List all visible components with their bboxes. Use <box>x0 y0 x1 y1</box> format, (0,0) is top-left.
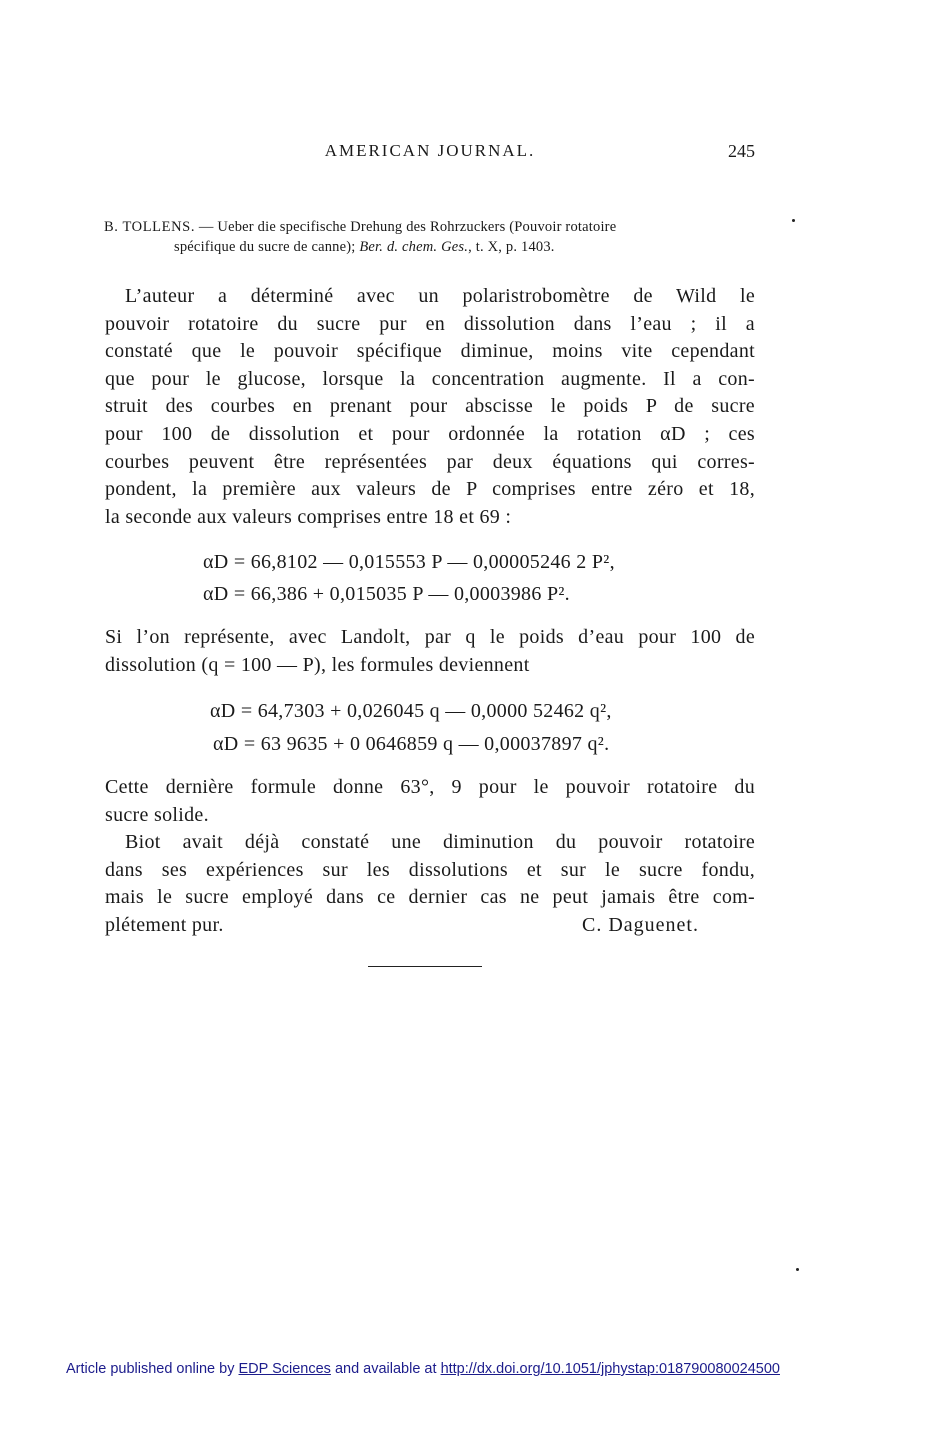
citation-title-line2: spécifique du sucre de canne); <box>174 239 360 255</box>
text-line: plétement pur. <box>105 913 224 936</box>
equation: αD = 64,7303 + 0,026045 q — 0,0000 52462 q², <box>210 700 612 722</box>
text-line: dans ses expériences sur les dissolutions et sur le sucre fondu, <box>105 858 755 881</box>
page-number: 245 <box>728 141 755 161</box>
text-line: la seconde aux valeurs comprises entre 18 et 69 : <box>105 505 512 528</box>
speck-mark <box>792 219 795 222</box>
citation-journal: Ber. d. chem. Ges. <box>359 239 469 255</box>
text-line: que pour le glucose, lorsque la concentration augmente. Il a con- <box>105 367 755 390</box>
paragraph-method <box>105 283 755 531</box>
running-title: AMERICAN JOURNAL. <box>324 141 536 160</box>
text-line: pondent, la première aux valeurs de P comprises entre zéro et 18, <box>105 478 755 501</box>
equation: αD = 66,386 + 0,015035 P — 0,0003986 P². <box>203 583 570 605</box>
text-line: Biot avait déjà constaté une diminution du pouvoir rotatoire <box>125 831 755 853</box>
publication-footer <box>66 1361 866 1377</box>
text-line: Si l’on représente, avec Landolt, par q le poids d’eau pour 100 de <box>105 626 755 648</box>
page-header <box>105 141 755 165</box>
text-line: struit des courbes en prenant pour abscisse le poids P de sucre <box>105 395 755 418</box>
text-line: sucre solide. <box>105 803 209 826</box>
text-line: L’auteur a déterminé avec un polaristrobomètre de Wild le <box>125 285 755 307</box>
text-line: Cette dernière formule donne 63°, 9 pour le pouvoir rotatoire du <box>105 776 755 798</box>
citation-line2 <box>104 237 756 257</box>
section-separator <box>368 966 482 967</box>
article-citation <box>104 217 756 257</box>
citation-volume-page: , t. X, p. 1403. <box>468 239 555 255</box>
text-line: pouvoir rotatoire du sucre pur en dissolution dans l’eau ; il a <box>105 312 755 335</box>
citation-title-line1: — Ueber die specifische Drehung des Rohrzuckers (Pouvoir rotatoire <box>195 219 617 235</box>
text-line: pour 100 de dissolution et pour ordonnée la rotation αD ; ces <box>105 422 755 445</box>
doi-link[interactable]: http://dx.doi.org/10.1051/jphystap:018790080024500 <box>440 1361 780 1377</box>
text-line: constaté que le pouvoir spécifique diminue, moins vite cependant <box>105 340 755 363</box>
text-line: mais le sucre employé dans ce dernier cas ne peut jamais être com- <box>105 886 755 909</box>
paragraph-landolt <box>105 624 755 679</box>
footer-prefix: Article published online by <box>66 1361 239 1377</box>
equation: αD = 66,8102 — 0,015553 P — 0,00005246 2 P², <box>203 551 615 573</box>
publisher-link[interactable]: EDP Sciences <box>238 1361 331 1377</box>
equation: αD = 63 9635 + 0 0646859 q — 0,00037897 q². <box>213 733 610 755</box>
text-line: dissolution (q = 100 — P), les formules deviennent <box>105 653 530 676</box>
speck-mark <box>796 1268 799 1271</box>
citation-author: B. TOLLENS. <box>104 219 196 235</box>
paragraph-result <box>105 774 755 829</box>
footer-middle: and available at <box>330 1361 441 1377</box>
author-signature: C. Daguenet. <box>582 914 699 936</box>
text-line: courbes peuvent être représentées par deux équations qui corres- <box>105 450 755 473</box>
